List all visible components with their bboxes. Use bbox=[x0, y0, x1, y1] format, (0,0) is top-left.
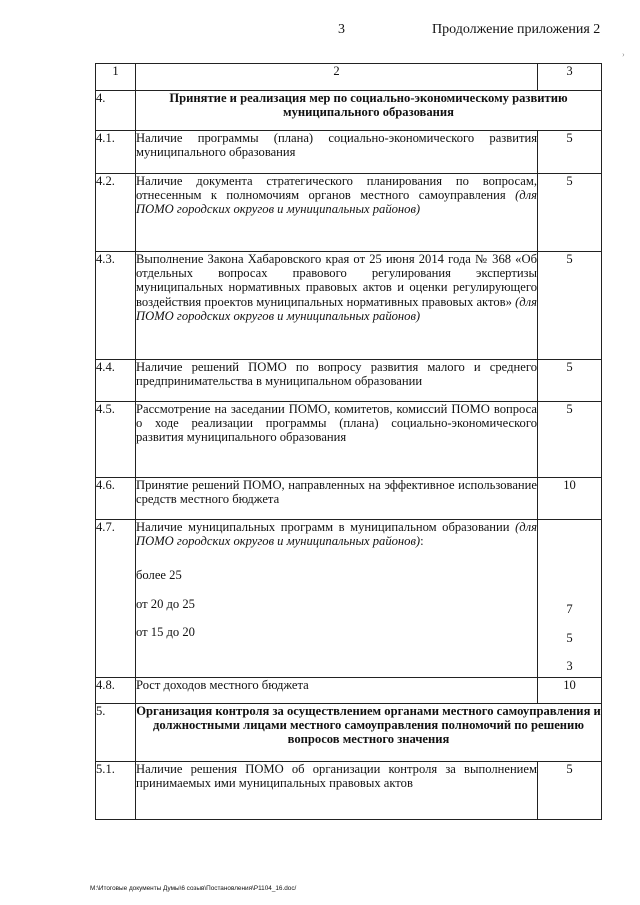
item-text bbox=[136, 678, 538, 704]
table-row bbox=[96, 131, 602, 174]
item-suffix: : bbox=[420, 534, 424, 549]
column-header-1: 1 bbox=[96, 64, 136, 91]
section-row-4 bbox=[96, 91, 602, 131]
item-description: Наличие муниципальных программ в муниципальном образовании bbox=[136, 520, 516, 534]
item-score: 5 bbox=[538, 252, 602, 360]
option-label: от 20 до 25 bbox=[136, 596, 195, 611]
table-row bbox=[96, 678, 602, 704]
option-score: 3 bbox=[566, 658, 573, 673]
column-header-row bbox=[96, 64, 602, 91]
section-title: Организация контроля за осуществлением органами местного самоуправления и должностными лицами местного самоуправления полномочий по решению вопросов местного значения bbox=[136, 704, 602, 762]
item-number: 4.6. bbox=[96, 478, 136, 520]
item-text bbox=[136, 174, 538, 252]
item-score: 5 bbox=[538, 174, 602, 252]
column-header-2: 2 bbox=[136, 64, 538, 91]
item-number: 4.5. bbox=[96, 402, 136, 478]
table-row bbox=[96, 402, 602, 478]
item-number: 5.1. bbox=[96, 762, 136, 820]
item-description: Наличие решений ПОМО по вопросу развития малого и среднего предпринимательства в муниципальном образовании bbox=[136, 360, 537, 389]
table-row bbox=[96, 520, 602, 678]
option-score: 5 bbox=[566, 630, 573, 645]
page-number: 3 bbox=[338, 22, 345, 37]
item-score: 5 bbox=[538, 402, 602, 478]
item-scores bbox=[538, 520, 602, 678]
criteria-table bbox=[95, 63, 602, 820]
section-number: 5. bbox=[96, 704, 136, 762]
item-score: 10 bbox=[538, 678, 602, 704]
table-row bbox=[96, 252, 602, 360]
item-description: Принятие решений ПОМО, направленных на эффективное использование средств местного бюджета bbox=[136, 478, 537, 507]
item-text bbox=[136, 360, 538, 402]
item-text bbox=[136, 402, 538, 478]
section-title: Принятие и реализация мер по социально-экономическому развитию муниципального образования bbox=[136, 91, 602, 131]
section-row-5 bbox=[96, 704, 602, 762]
item-score: 5 bbox=[538, 131, 602, 174]
item-description: Рассмотрение на заседании ПОМО, комитетов, комиссий ПОМО вопроса о ходе реализации программы (плана) социально-экономического развития муниципального образования bbox=[136, 402, 537, 445]
item-description: Наличие документа стратегического планирования по вопросам, отнесенным к полномочиям органов местного самоуправления bbox=[136, 174, 537, 203]
item-score: 5 bbox=[538, 360, 602, 402]
item-number: 4.1. bbox=[96, 131, 136, 174]
item-number: 4.2. bbox=[96, 174, 136, 252]
item-number: 4.8. bbox=[96, 678, 136, 704]
item-note: (для ПОМО городских округов и муниципальных районов) bbox=[136, 520, 537, 549]
continuation-label: Продолжение приложения 2 bbox=[432, 22, 601, 37]
footer-file-path: М:\Итоговые документы Думы\6 созыв\Постановления\Р1104_16.doc/ bbox=[90, 885, 297, 892]
item-number: 4.7. bbox=[96, 520, 136, 678]
item-text bbox=[136, 252, 538, 360]
column-header-3: 3 bbox=[538, 64, 602, 91]
table-row bbox=[96, 478, 602, 520]
scan-mark: › bbox=[622, 50, 625, 59]
item-text bbox=[136, 762, 538, 820]
item-text bbox=[136, 131, 538, 174]
item-note: (для ПОМО городских округов и муниципальных районов) bbox=[136, 294, 537, 323]
item-text bbox=[136, 478, 538, 520]
option-score: 7 bbox=[566, 602, 573, 617]
item-description: Рост доходов местного бюджета bbox=[136, 678, 309, 692]
item-number: 4.3. bbox=[96, 252, 136, 360]
item-number: 4.4. bbox=[96, 360, 136, 402]
item-score: 5 bbox=[538, 762, 602, 820]
item-text bbox=[136, 520, 538, 678]
table-row bbox=[96, 762, 602, 820]
table-row bbox=[96, 174, 602, 252]
option-label: более 25 bbox=[136, 568, 182, 583]
table-row bbox=[96, 360, 602, 402]
item-description: Выполнение Закона Хабаровского края от 25 июня 2014 года № 368 «Об отдельных вопросах правового регулирования экспертизы муниципальных нормативных правовых актов и оценки регулирующего воздействия проектов муниципальных нормативных правовых актов» bbox=[136, 252, 537, 309]
section-number: 4. bbox=[96, 91, 136, 131]
item-description: Наличие решения ПОМО об организации контроля за выполнением принимаемых ими муниципальных правовых актов bbox=[136, 762, 537, 791]
option-label: от 15 до 20 bbox=[136, 624, 195, 639]
item-score: 10 bbox=[538, 478, 602, 520]
item-description: Наличие программы (плана) социально-экономического развития муниципального образования bbox=[136, 131, 537, 160]
item-note: (для ПОМО городских округов и муниципальных районов) bbox=[136, 188, 537, 217]
